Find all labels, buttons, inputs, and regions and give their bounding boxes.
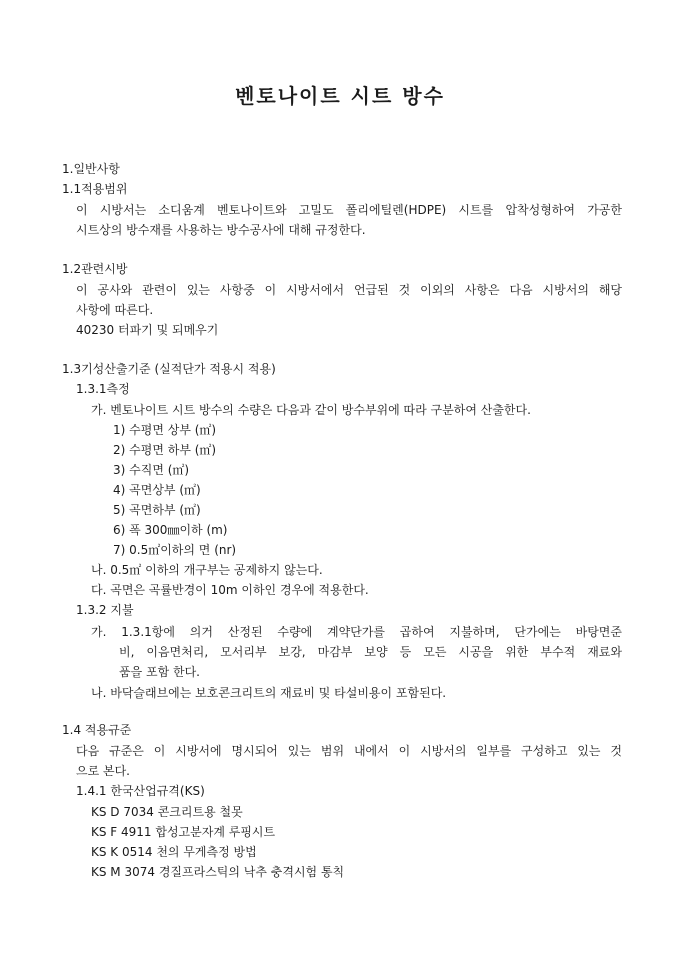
clause-heading: 1.4.1 한국산업규격(KS) xyxy=(76,784,205,798)
page-title: 벤토나이트 시트 방수 xyxy=(235,84,445,108)
section-heading: 1.일반사항 xyxy=(62,162,120,176)
paragraph-line: 으로 본다. xyxy=(76,764,130,778)
list-item: 7) 0.5㎡이하의 면 (nr) xyxy=(113,543,237,557)
paragraph-line: 이 공사와 관련이 있는 사항중 이 시방서에서 언급된 것 이외의 사항은 다음 시방서의 해당 xyxy=(76,283,622,297)
clause-heading: 1.3.1측정 xyxy=(76,382,130,396)
clause-continuation: 비, 이음면처리, 모서리부 보강, 마감부 보양 등 모든 시공을 위한 부수적 재료와 xyxy=(119,645,622,659)
standard-item: KS K 0514 천의 무게측정 방법 xyxy=(91,845,257,859)
list-item: 1) 수평면 상부 (㎡) xyxy=(113,423,217,437)
clause-item: 나. 바닥슬래브에는 보호콘크리트의 재료비 및 타설비용이 포함된다. xyxy=(91,686,447,700)
clause-continuation: 품을 포함 한다. xyxy=(119,665,200,679)
subsection-heading: 1.2관련시방 xyxy=(62,262,128,276)
list-item: 6) 폭 300㎜이하 (m) xyxy=(113,523,228,537)
paragraph-line: 사항에 따른다. xyxy=(76,303,154,317)
paragraph-line: 시트상의 방수재를 사용하는 방수공사에 대해 규정한다. xyxy=(76,223,366,237)
list-item: 3) 수직면 (㎡) xyxy=(113,463,190,477)
clause-item: 가. 벤토나이트 시트 방수의 수량은 다음과 같이 방수부위에 따라 구분하여 산출한다. xyxy=(91,403,531,417)
list-item: 2) 수평면 하부 (㎡) xyxy=(113,443,217,457)
list-item: 5) 곡면하부 (㎡) xyxy=(113,503,201,517)
subsection-heading: 1.3기성산출기준 (실적단가 적용시 적용) xyxy=(62,362,276,376)
subsection-heading: 1.1적용범위 xyxy=(62,182,128,196)
list-item: 4) 곡면상부 (㎡) xyxy=(113,483,201,497)
subsection-heading: 1.4 적용규준 xyxy=(62,723,132,737)
paragraph-line: 다음 규준은 이 시방서에 명시되어 있는 범위 내에서 이 시방서의 일부를 구성하고 있는 것 xyxy=(76,744,622,758)
clause-item: 가. 1.3.1항에 의거 산정된 수량에 계약단가를 곱하여 지불하며, 단가에는 바탕면준 xyxy=(91,625,622,639)
clause-heading: 1.3.2 지불 xyxy=(76,603,134,617)
clause-item: 다. 곡면은 곡률반경이 10m 이하인 경우에 적용한다. xyxy=(91,583,369,597)
clause-item: 나. 0.5㎡ 이하의 개구부는 공제하지 않는다. xyxy=(91,563,323,577)
standard-item: KS M 3074 경질프라스틱의 낙추 충격시험 통칙 xyxy=(91,865,345,879)
reference-line: 40230 터파기 및 되메우기 xyxy=(76,323,219,337)
standard-item: KS F 4911 합성고분자계 루핑시트 xyxy=(91,825,276,839)
standard-item: KS D 7034 콘크리트용 철못 xyxy=(91,805,243,819)
paragraph-line: 이 시방서는 소디움계 벤토나이트와 고밀도 폴리에틸렌(HDPE) 시트를 압착성형하여 가공한 xyxy=(76,203,622,217)
